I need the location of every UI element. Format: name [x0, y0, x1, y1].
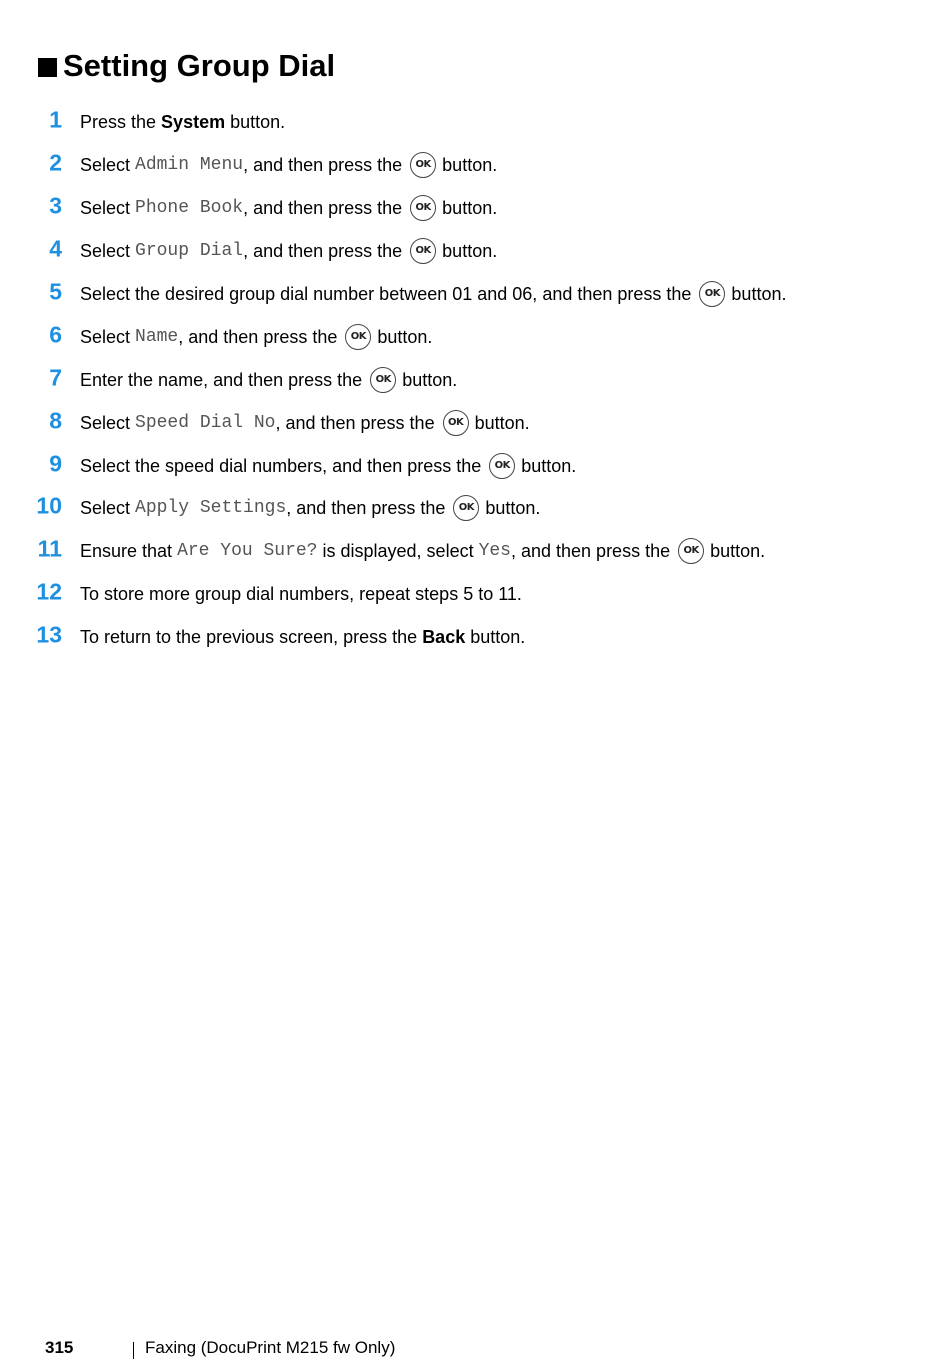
ok-button-icon: OK: [370, 367, 396, 393]
step-number: 12: [36, 578, 62, 605]
step-number: 5: [49, 278, 62, 305]
menu-item-name: Speed Dial No: [135, 412, 276, 433]
step-text: [80, 110, 285, 134]
step-text-fragment: Select: [80, 198, 136, 219]
ok-button-icon: OK: [443, 410, 469, 436]
step-item: [0, 573, 950, 616]
page-title: [38, 44, 335, 88]
step-text: [80, 495, 540, 521]
ok-button-icon: OK: [699, 281, 725, 307]
step-text-fragment: button.: [442, 155, 498, 176]
step-text-fragment: is displayed, select: [317, 541, 479, 562]
footer-divider: [133, 1342, 134, 1359]
step-item: [0, 273, 950, 316]
step-number: 2: [49, 149, 62, 176]
step-number: 7: [49, 364, 62, 391]
step-text-fragment: button.: [465, 627, 526, 648]
step-text: [80, 410, 530, 436]
ok-button-icon: OK: [410, 195, 436, 221]
step-item: [0, 230, 950, 273]
ok-button-icon: OK: [345, 324, 371, 350]
step-text-fragment: Press the: [80, 112, 162, 133]
step-item: [0, 101, 950, 144]
menu-item-name: Apply Settings: [135, 498, 287, 519]
step-item: [0, 187, 950, 230]
footer-section-title: Faxing (DocuPrint M215 fw Only): [145, 1338, 396, 1357]
step-item: [0, 144, 950, 187]
menu-item-name: Are You Sure?: [177, 541, 318, 562]
step-text-fragment: Select the desired group dial number between 01 and 06, and then press the: [80, 284, 692, 304]
step-text-fragment: To return to the previous screen, press the: [80, 627, 423, 648]
step-number: 9: [49, 449, 62, 476]
step-text-fragment: Select: [80, 241, 136, 262]
step-text: [80, 582, 522, 606]
step-text-fragment: , and then press the: [286, 498, 446, 519]
step-text-fragment: button.: [731, 284, 787, 304]
step-text-fragment: To store more group dial numbers, repeat steps 5 to 11.: [80, 584, 522, 605]
ok-button-icon: OK: [410, 152, 436, 178]
step-number: 11: [37, 535, 62, 562]
step-text-fragment: button.: [377, 326, 433, 347]
step-number: 3: [49, 192, 62, 219]
step-item: [0, 530, 950, 573]
step-text-fragment: button.: [442, 241, 498, 262]
step-text-fragment: button.: [474, 412, 530, 433]
step-text-fragment: button.: [521, 455, 577, 476]
button-name: System: [161, 112, 226, 133]
step-number: 8: [49, 407, 62, 434]
step-item: [0, 487, 950, 530]
step-text-fragment: Ensure that: [80, 541, 178, 562]
step-item: [0, 401, 950, 444]
step-text-fragment: Select the speed dial numbers, and then press the: [80, 455, 482, 476]
page-footer: [0, 1336, 950, 1360]
step-text-fragment: , and then press the: [178, 326, 338, 347]
step-item: [0, 444, 950, 487]
step-item: [0, 616, 950, 659]
step-text: [80, 367, 457, 393]
step-text-fragment: , and then press the: [243, 198, 403, 219]
step-item: [0, 315, 950, 358]
step-number: 1: [49, 106, 62, 133]
menu-item-name: Admin Menu: [135, 155, 244, 176]
step-text-fragment: Select: [80, 498, 136, 519]
step-text: [80, 152, 497, 178]
step-text: [80, 195, 497, 221]
step-number: 10: [36, 492, 62, 519]
step-text-fragment: , and then press the: [243, 241, 403, 262]
steps-list: [0, 101, 950, 659]
step-text: [80, 238, 497, 264]
step-text: [80, 324, 432, 350]
step-text-fragment: , and then press the: [275, 412, 435, 433]
step-text-fragment: , and then press the: [510, 541, 671, 562]
step-text-fragment: button.: [402, 369, 458, 390]
button-name: Back: [422, 627, 466, 648]
step-text-fragment: Select: [80, 155, 136, 176]
menu-item-name: Yes: [478, 541, 511, 562]
step-number: 4: [49, 235, 62, 262]
step-text: [80, 453, 576, 479]
step-number: 13: [36, 621, 62, 648]
step-text-fragment: Enter the name, and then press the: [80, 369, 363, 390]
step-text-fragment: button.: [485, 498, 541, 519]
step-text-fragment: , and then press the: [243, 155, 403, 176]
step-text: [80, 538, 765, 564]
step-text-fragment: button.: [442, 198, 498, 219]
step-text: [80, 281, 786, 307]
square-bullet-icon: [38, 58, 57, 77]
step-text-fragment: button.: [225, 112, 286, 133]
page-number: 315: [45, 1338, 74, 1357]
step-number: 6: [49, 321, 62, 348]
step-item: [0, 358, 950, 401]
ok-button-icon: OK: [453, 495, 479, 521]
step-text-fragment: Select: [80, 412, 136, 433]
page-title-text: Setting Group Dial: [63, 48, 336, 83]
menu-item-name: Name: [135, 326, 179, 347]
step-text: [80, 625, 525, 649]
step-text-fragment: Select: [80, 326, 136, 347]
ok-button-icon: OK: [410, 238, 436, 264]
menu-item-name: Group Dial: [135, 241, 244, 262]
ok-button-icon: OK: [678, 538, 704, 564]
step-text-fragment: button.: [710, 541, 766, 562]
menu-item-name: Phone Book: [135, 198, 244, 219]
ok-button-icon: OK: [489, 453, 515, 479]
